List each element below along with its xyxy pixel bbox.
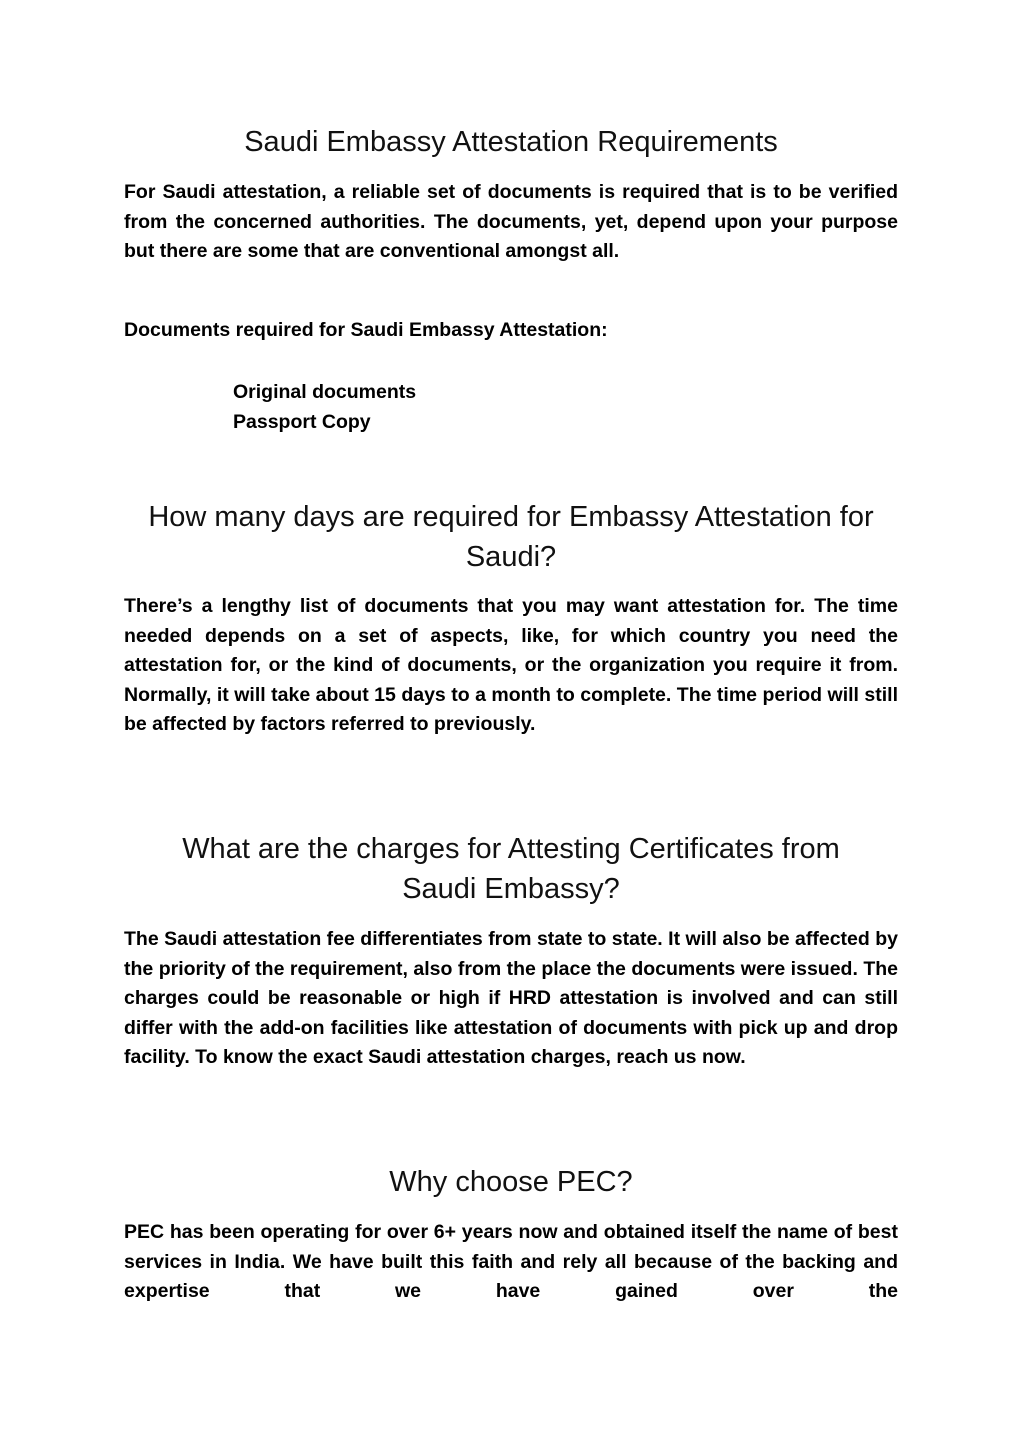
list-item: Passport Copy	[233, 411, 371, 433]
section-heading-days: How many days are required for Embassy Attestation for Saudi?	[148, 501, 874, 573]
documents-list	[124, 377, 1007, 437]
charges-paragraph: The Saudi attestation fee differentiates from state to state. It will also be affected by the priority of the requirement, also from the place the documents were issued. The charges could be reasonable or high if HRD attestation is involved and can still differ with the add-on facilities like attestation of documents with pick up and drop facility. To know the exact Saudi attestation charges, reach us now.	[124, 928, 898, 1068]
days-paragraph: There’s a lengthy list of documents that you may want attestation for. The time needed depends on a set of aspects, like, for which country you need the attestation for, or the kind of documents, or the organization you require it from. Normally, it will take about 15 days to a month to complete. The time period will still be affected by factors referred to previously.	[124, 595, 898, 735]
documents-required-label: Documents required for Saudi Embassy Attestation:	[124, 319, 608, 341]
requirements-intro-paragraph: For Saudi attestation, a reliable set of documents is required that is to be verified from the concerned authorities. The documents, yet, depend upon your purpose but there are some that are conventional amongst all.	[124, 181, 898, 262]
section-heading-requirements: Saudi Embassy Attestation Requirements	[244, 126, 778, 158]
why-pec-paragraph: PEC has been operating for over 6+ years now and obtained itself the name of best services in India. We have built this faith and rely all because of the backing and expertise that we have gained over the	[124, 1221, 898, 1302]
list-item: Original documents	[233, 381, 417, 403]
section-heading-why-pec: Why choose PEC?	[389, 1166, 633, 1198]
section-heading-charges: What are the charges for Attesting Certificates from Saudi Embassy?	[182, 833, 840, 905]
